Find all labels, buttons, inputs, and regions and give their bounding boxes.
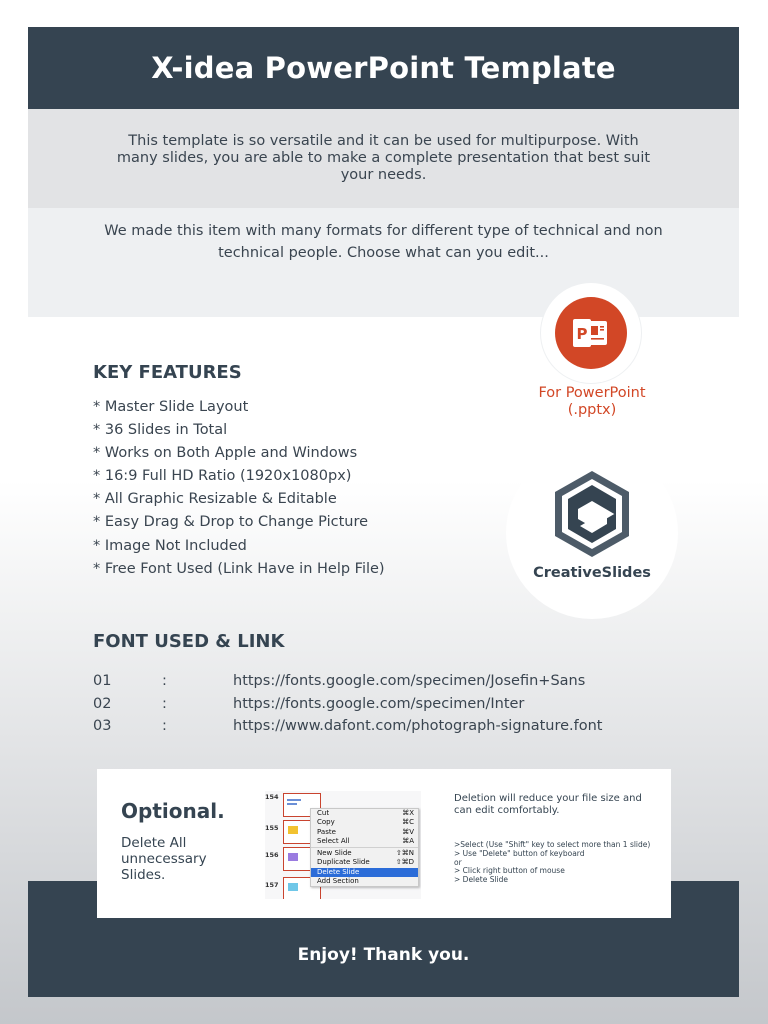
menu-item-shortcut: ⌘X [402,809,414,817]
font-links-list [93,673,693,741]
menu-item-label: Copy [317,818,335,827]
powerpoint-label [510,385,674,419]
optional-card [97,769,671,918]
font-separator: : [162,695,167,712]
feature-item: * All Graphic Resizable & Editable [93,491,337,508]
menu-item-shortcut: ⌘C [402,818,414,827]
formats-panel [28,208,739,317]
menu-item-add-section[interactable] [311,877,418,886]
features-list [93,396,385,581]
menu-item-label: Cut [317,809,330,817]
deletion-step: > Use "Delete" button of keyboard [454,848,585,858]
deletion-step: > Click right button of mouse [454,866,565,876]
fonts-title: FONT USED & LINK [93,631,285,652]
optional-description: Delete All unnecessary Slides. [121,835,207,883]
deletion-steps [454,841,664,885]
feature-item: * Master Slide Layout [93,399,249,415]
slide-number: 154 [265,793,279,801]
key-features-title: KEY FEATURES [93,362,242,383]
powerpoint-label-line2: (.pptx) [567,402,617,418]
menu-item-label: New Slide [317,849,352,858]
feature-item: * Free Font Used (Link Have in Help File) [93,560,385,577]
menu-item-label: Delete Slide [317,867,360,876]
slide-number: 156 [265,851,279,859]
font-index: 03 [93,718,112,734]
font-link[interactable]: https://fonts.google.com/specimen/Josefin+Sans [233,673,586,689]
menu-item-cut[interactable] [311,809,418,818]
feature-item: * 36 Slides in Total [93,422,228,439]
slide-number: 157 [265,881,279,889]
optional-title: Optional. [121,799,225,823]
font-separator: : [162,673,167,689]
feature-item: * Image Not Included [93,537,247,554]
menu-item-shortcut: ⇧⌘D [395,858,414,867]
font-row [93,696,693,719]
menu-item-copy[interactable] [311,818,418,827]
intro-text: This template is so versatile and it can be used for multipurpose. With many slides, you are able to make a complete presentation that best suit your needs. [116,133,651,183]
font-index: 01 [93,673,112,689]
feature-item: * 16:9 Full HD Ratio (1920x1080px) [93,468,352,485]
font-row [93,673,693,696]
menu-item-paste[interactable] [311,828,418,837]
feature-item: * Easy Drag & Drop to Change Picture [93,514,369,531]
menu-item-select-all[interactable] [311,837,418,846]
brand-badge [506,447,678,619]
creativeslides-logo [547,469,637,559]
page-header [28,27,739,109]
font-link[interactable]: https://www.dafont.com/photograph-signature.font [233,718,603,734]
intro-panel [28,109,739,208]
deletion-note: Deletion will reduce your file size and can edit comfortably. [454,793,642,816]
context-menu [310,808,419,887]
font-row [93,718,693,741]
menu-item-delete-slide[interactable] [311,868,418,877]
slide-number: 155 [265,824,279,832]
footer-text: Enjoy! Thank you. [297,945,470,965]
delete-slide-screenshot [265,791,421,899]
menu-item-shortcut: ⌘A [402,836,414,845]
deletion-step: >Select (Use "Shift" key to select more than 1 slide) [454,840,651,849]
menu-item-shortcut: ⌘V [402,827,414,836]
brand-name: CreativeSlides [533,565,651,581]
svg-text:P: P [576,325,588,343]
deletion-step: or [454,857,462,867]
menu-item-duplicate-slide[interactable] [311,858,418,867]
menu-item-label: Add Section [317,877,359,886]
menu-item-new-slide[interactable] [311,849,418,858]
deletion-step: > Delete Slide [454,875,508,885]
powerpoint-label-line1: For PowerPoint [538,385,646,401]
formats-text: We made this item with many formats for different type of technical and non technical people. Choose what can you edit... [104,223,663,261]
menu-item-label: Select All [317,836,350,845]
font-index: 02 [93,695,112,712]
page-title: X-idea PowerPoint Template [151,51,616,85]
feature-item: * Works on Both Apple and Windows [93,445,358,462]
menu-item-label: Paste [317,827,336,836]
font-link[interactable]: https://fonts.google.com/specimen/Inter [233,695,525,712]
menu-divider [311,847,418,848]
powerpoint-badge [541,283,641,383]
menu-item-label: Duplicate Slide [317,858,370,867]
menu-item-shortcut: ⇧⌘N [395,849,414,858]
font-separator: : [162,718,167,734]
powerpoint-icon [555,297,627,369]
